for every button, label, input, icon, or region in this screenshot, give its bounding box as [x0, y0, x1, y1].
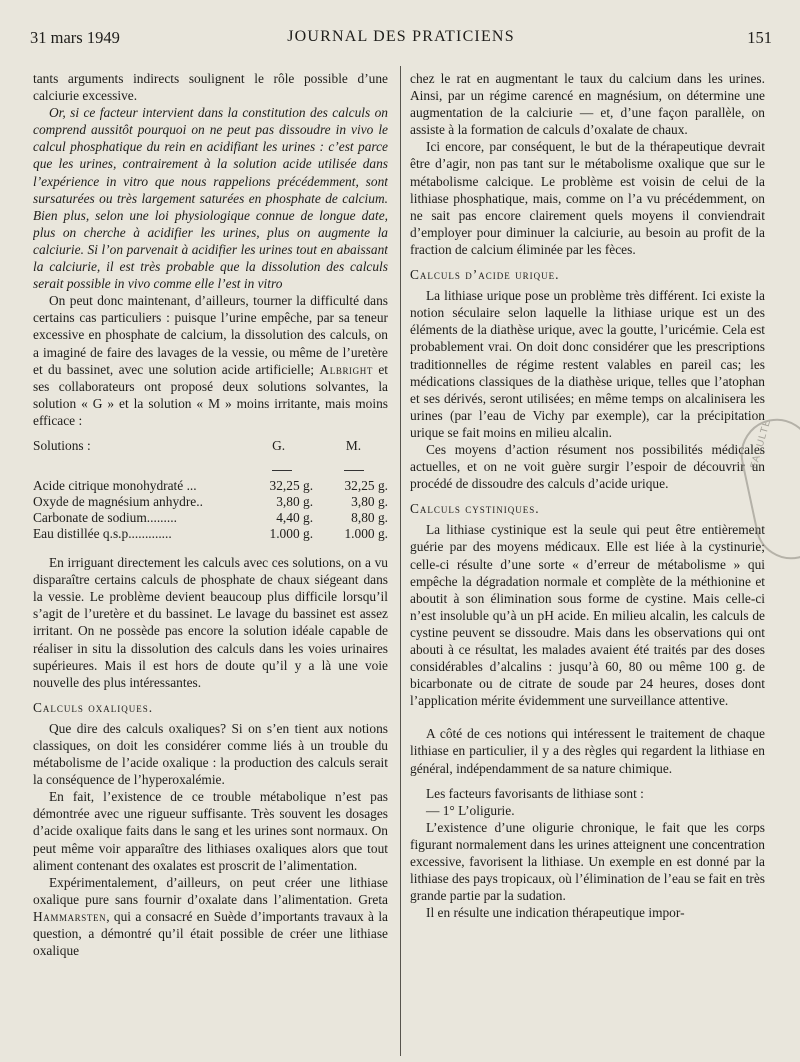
section-heading: Calculs cystiniques. [410, 501, 540, 517]
paragraph: — 1° L’oligurie. [426, 802, 515, 818]
paragraph: L’existence d’une oligurie chronique, le fait que les corps figurant normalement dans les urines atteignent une concentration excessive, favorisent la lithiase. Un exemple en est donné par la lithiase des pays tropicaux, où l’élimination de l’eau se fait en très grande partie par la sudation. [410, 819, 765, 904]
paragraph: A côté de ces notions qui intéressent le traitement de chaque lithiase en particulier, il y a des règles qui regardent la lithiase en général, indépendamment de sa nature chimique. [410, 726, 765, 776]
page-number: 151 [747, 28, 772, 47]
header-date: 31 mars 1949 [30, 28, 120, 47]
stamp-text: FACULTÉ [748, 417, 774, 470]
running-header [30, 28, 772, 50]
paragraph: chez le rat en augmentant le taux du calcium dans les urines. Ainsi, par un régime carencé en magnésium, on détermine une augmentation de la calciurie — et, d’une façon parallèle, on assiste à la formation de calculs d’oxalate de chaux. [410, 71, 765, 138]
rule [244, 462, 319, 478]
paragraph: Ici encore, par conséquent, le but de la thérapeutique devrait être d’agir, non pas tant sur le métabolisme oxalique que sur le métabolisme calcique. Le problème est voisin de celui de la lithiase phosphatique, mais, comme on l’a vu précédemment, on ne sait pas encore clairement quels moyens il conviendrait d’employer pour diminuer la calciurie, au besoin au profit de la fraction de calcium éliminée par les fèces. [410, 139, 765, 257]
paragraph: tants arguments indirects soulignent le rôle possible d’une calciurie excessive. [33, 71, 388, 104]
column-divider [400, 66, 401, 1056]
journal-title: JOURNAL DES PRATICIENS [287, 28, 515, 45]
table-row: Carbonate de sodium......... 4,40 g. 8,80 g. [33, 510, 388, 526]
author-name: Hammarsten [33, 908, 107, 924]
table-header: G. [272, 437, 286, 453]
paragraph: Or, si ce facteur intervient dans la constitution des calculs on comprend aussitôt pourquoi on ne peut pas dissoudre in vivo le calcul phosphatique du rein en acidifiant les urines : c’est parce que les urines, contrairement à la solution acide utilisée dans l’expérience in vitro que nous rappelions précédemment, sont sursaturées ou très largement saturées en phosphate de calcium. Bien plus, selon une loi physiologique connue de longue date, plus on cherche à acidifier les urines, plus on augmente la calciurie. Si l’on parvenait à acidifier les urines tout en abaissant la calciurie, il est très probable que la dissolution des calculs serait possible in vivo comme elle l’est in vitro [33, 105, 388, 292]
paragraph: Que dire des calculs oxaliques? Si on s’en tient aux notions classiques, on doit les considérer comme liés à un trouble du métabolisme de l’acide oxalique : la production des calculs serait la conséquence de l’hyperoxalémie. [33, 720, 388, 788]
section-heading: Calculs oxaliques. [33, 699, 154, 715]
paragraph: En fait, l’existence de ce trouble métabolique n’est pas démontrée avec une rigueur suffisante. Très souvent les dosages d’acide oxalique faits dans le sang et les urines sont normaux. On peut même voir apparaître des lithiases oxaliques alors que tout aliment contenant des oxalates est proscrit de l’alimentation. [33, 789, 388, 873]
paragraph: On peut donc maintenant, d’ailleurs, tourner la difficulté dans certains cas particuliers : puisque l’urine empêche, par sa teneur excessive en phosphate de calcium, la dissolution des calculs, on a imaginé de faire des lavages de la vessie, ou même de l’uretère et du bassinet, avec une solution acide artificielle; Albright et ses collaborateurs ont proposé deux solutions solvantes, la solution « G » et la solution « M » moins irritante, mais moins efficace : [33, 293, 388, 428]
paragraph: Les facteurs favorisants de lithiase sont : [426, 785, 644, 801]
table-header: M. [345, 437, 362, 453]
section-heading: Calculs d’acide urique. [410, 267, 560, 283]
right-column [410, 70, 765, 1058]
left-column [33, 70, 388, 1058]
table-row: Eau distillée q.s.p............. 1.000 g. 1.000 g. [33, 526, 388, 542]
paragraph: La lithiase urique pose un problème très différent. Ici existe la notion séculaire selon laquelle la lithiase urique est un des éléments de la diathèse urique, avec la goutte, l’uricémie. Cela est probablement vrai. On doit donc considérer que les prescriptions traditionnelles de régime restent valables en pareil cas; les médications classiques de la diathèse urique, telles que l’atophan et ses dérivés, seront utilisées; en même temps on alcalinisera les urines (par l’eau de Vichy par exemple), car la précipitation urique se fait moins en milieu alcalin. [410, 288, 765, 440]
table-row: Oxyde de magnésium anhydre.. 3,80 g. 3,80 g. [33, 494, 388, 510]
paragraph: La lithiase cystinique est la seule qui peut être entièrement guérie par des moyens médicaux. Elle est liée à la cystinurie; celle-ci résulte d’une sorte « d’erreur de métabolisme » qui empêche la dégradation normale et complète de la méthionine et aboutit à son élimination sous forme de cystine. Mais celle-ci n’est insoluble qu’à un pH acide. En milieu alcalin, les calculs de cystine peuvent se dissoudre. Mais dans les observations qui ont abouti à ce résultat, les malades avaient été traités par des doses considérables d’alcalins : jusqu’à 60, 80 ou même 100 g. de bicarbonate ou de citrate de soude par 24 heures, doses dont l’application mérite évidemment une surveillance attentive. [410, 522, 765, 709]
paragraph: En irriguant directement les calculs avec ces solutions, on a vu disparaître certains calculs de phosphate de chaux siégeant dans la vessie. Le problème devient beaucoup plus difficile lorsqu’il s’agit de l’uretère et du bassinet. Le lavage du bassinet est assez irritant. On ne possède pas encore la solution idéale capable de réaliser in situ la dissolution des calculs dans les voies urinaires supérieures. Mais il est hors de doute qu’il y a là une voie nouvelle des plus intéressantes. [33, 555, 388, 690]
solutions-table [33, 437, 388, 542]
table-header: Solutions : [33, 437, 91, 453]
table-row: Acide citrique monohydraté ... 32,25 g. 32,25 g. [33, 478, 388, 494]
paragraph: Expérimentalement, d’ailleurs, on peut créer une lithiase oxalique pure sans fournir d’oxalate dans l’alimentation. Greta Hammarsten, qui a consacré en Suède d’importants travaux à la question, a démontré qu’il était possible de créer une lithiase oxalique [33, 874, 388, 959]
paragraph: Ces moyens d’action résument nos possibilités médicales actuelles, et on ne voit guère surgir l’espoir de découvrir un procédé de dissoudre des calculs d’acide urique. [410, 441, 765, 492]
author-name: Albright [319, 361, 373, 377]
rule [319, 462, 388, 478]
paragraph: Il en résulte une indication thérapeutique impor- [426, 905, 685, 921]
